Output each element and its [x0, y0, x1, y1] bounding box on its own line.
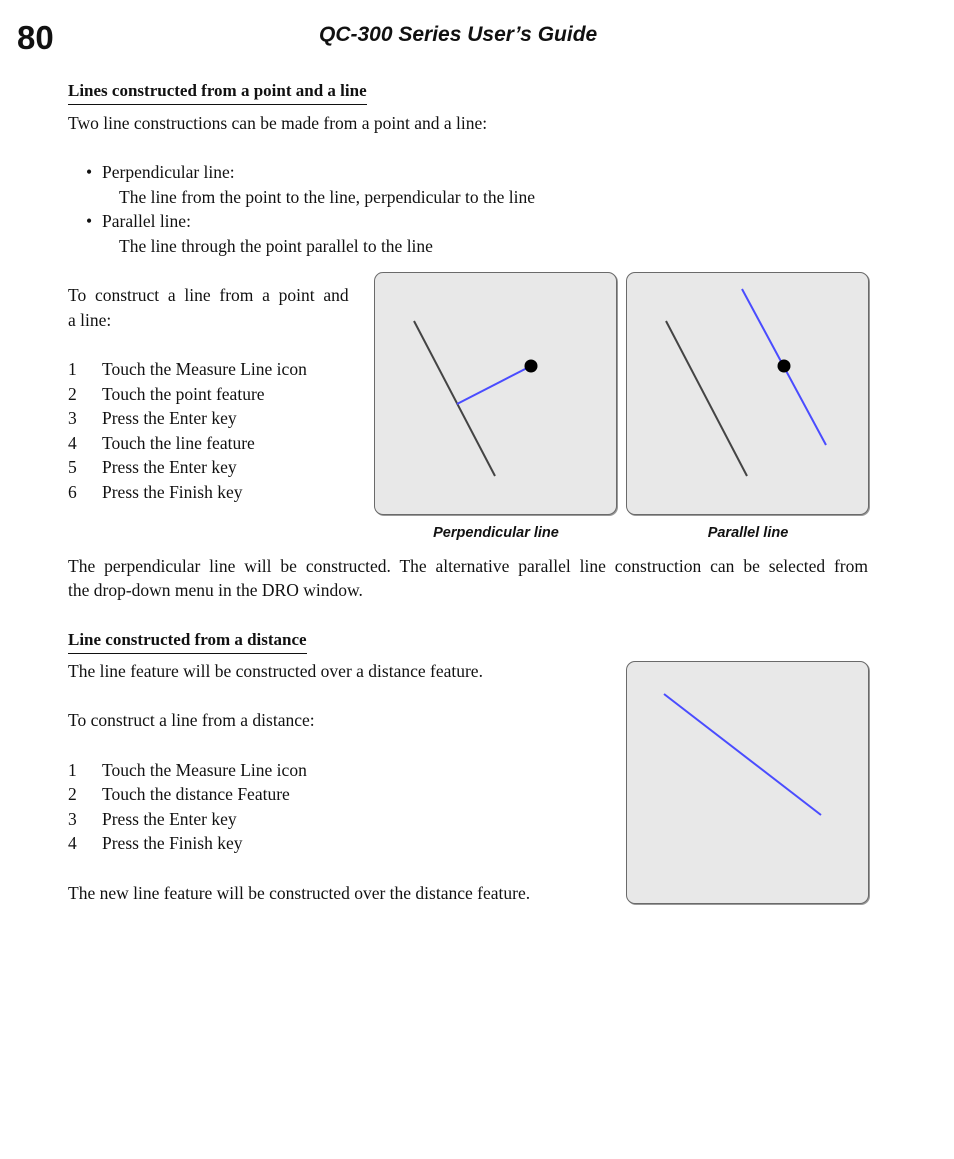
constructed-perpendicular-line	[457, 366, 531, 404]
existing-line	[414, 321, 495, 476]
step-item	[68, 455, 368, 480]
step-text: Press the Enter key	[102, 457, 237, 477]
bullet-marker: •	[86, 211, 93, 231]
step-text: Touch the Measure Line icon	[102, 760, 307, 780]
step-number: 5	[68, 457, 77, 477]
step-item	[68, 758, 368, 783]
step-item	[68, 431, 368, 456]
step-number: 6	[68, 482, 77, 502]
step-number: 4	[68, 433, 77, 453]
section-heading-distance: Line constructed from a distance	[68, 629, 307, 654]
figure-caption: Perpendicular line	[433, 525, 559, 541]
step-text: Press the Finish key	[102, 833, 243, 853]
step-text: Touch the Measure Line icon	[102, 359, 307, 379]
step-number: 3	[68, 809, 77, 829]
step-text: Press the Enter key	[102, 809, 237, 829]
step-item	[68, 782, 368, 807]
point-feature	[778, 360, 791, 373]
distance-line-figure	[626, 661, 869, 904]
bullet-label: Perpendicular line:	[102, 162, 235, 182]
guide-title: QC-300 Series User’s Guide	[319, 23, 598, 46]
section-heading-point-line: Lines constructed from a point and a line	[68, 80, 367, 105]
bullet-item	[86, 209, 191, 234]
step-item	[68, 382, 368, 407]
step-text: Touch the distance Feature	[102, 784, 290, 804]
section-intro: Two line constructions can be made from a point and a line:	[68, 113, 488, 133]
perpendicular-line-diagram	[375, 273, 616, 514]
parallel-line-diagram	[627, 273, 868, 514]
step-number: 2	[68, 784, 77, 804]
parallel-line-figure	[626, 272, 869, 515]
step-text: Press the Enter key	[102, 408, 237, 428]
instructions-text: a line:	[68, 310, 112, 330]
step-text: Touch the line feature	[102, 433, 255, 453]
step-text: Touch the point feature	[102, 384, 265, 404]
closing-paragraph: The perpendicular line will be constructed. The alternative parallel line construction can be selected from	[68, 556, 868, 576]
point-feature	[525, 360, 538, 373]
closing-paragraph: The new line feature will be constructed over the distance feature.	[68, 883, 531, 903]
existing-line	[666, 321, 747, 476]
step-item	[68, 406, 368, 431]
bullet-marker: •	[86, 162, 93, 182]
step-item	[68, 480, 368, 505]
instructions-text: To construct a line from a point and	[68, 285, 349, 305]
step-item	[68, 807, 368, 832]
distance-line-diagram	[627, 662, 868, 903]
bullet-item	[86, 160, 235, 185]
step-number: 3	[68, 408, 77, 428]
figure-caption: Parallel line	[707, 525, 789, 541]
step-item	[68, 831, 368, 856]
closing-paragraph: the drop-down menu in the DRO window.	[68, 580, 363, 600]
instructions-text: To construct a line from a distance:	[68, 710, 315, 730]
perpendicular-line-figure	[374, 272, 617, 515]
step-number: 1	[68, 760, 77, 780]
bullet-description: The line from the point to the line, perpendicular to the line	[119, 187, 535, 207]
bullet-label: Parallel line:	[102, 211, 191, 231]
step-number: 1	[68, 359, 77, 379]
step-text: Press the Finish key	[102, 482, 243, 502]
step-number: 4	[68, 833, 77, 853]
section-intro: The line feature will be constructed over a distance feature.	[68, 661, 483, 681]
constructed-distance-line	[664, 694, 821, 815]
bullet-description: The line through the point parallel to the line	[119, 236, 433, 256]
step-number: 2	[68, 384, 77, 404]
step-item	[68, 357, 368, 382]
page-number: 80	[17, 19, 54, 56]
